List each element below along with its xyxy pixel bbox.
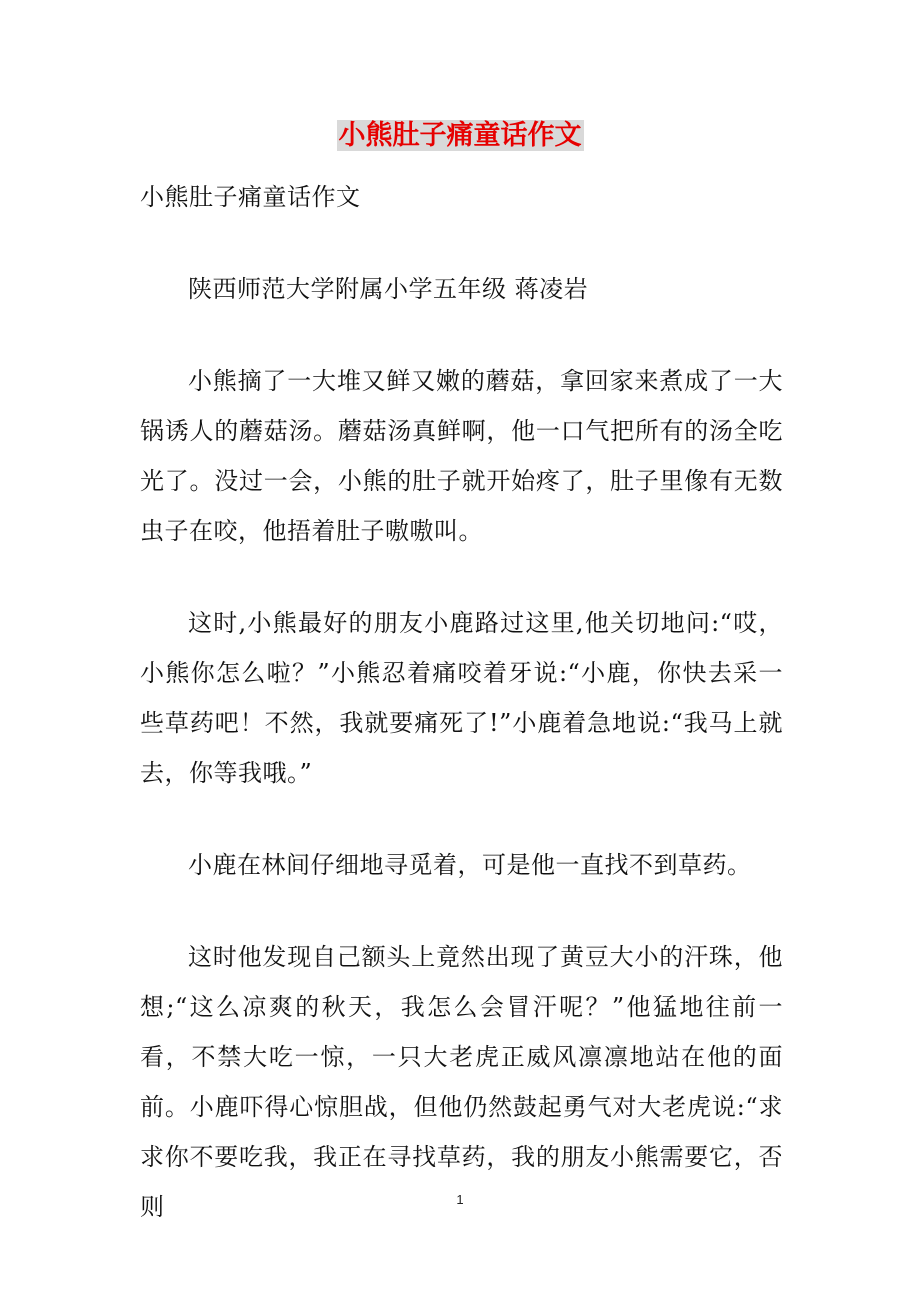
- document-body: [140, 172, 783, 1274]
- paragraph-3: 小鹿在林间仔细地寻觅着，可是他一直找不到草药。: [188, 851, 752, 879]
- document-subtitle: 小熊肚子痛童话作文: [140, 183, 361, 211]
- author-line: 陕西师范大学附属小学五年级 蒋凌岩: [188, 275, 589, 303]
- paragraph-1: 小熊摘了一大堆又鲜又嫩的蘑菇，拿回家来煮成了一大锅诱人的蘑菇汤。蘑菇汤真鲜啊，他一口气把所有的汤全吃光了。没过一会，小熊的肚子就开始疼了，肚子里像有无数虫子在咬，他捂着肚子嗷嗷叫。: [140, 367, 783, 545]
- paragraph-2: 这时,小熊最好的朋友小鹿路过这里,他关切地问:“哎，小熊你怎么啦？”小熊忍着痛咬着牙说:“小鹿，你快去采一些草药吧！不然，我就要痛死了!”小鹿着急地说:“我马上就去，你等我哦。”: [140, 609, 783, 787]
- paragraph-4: 这时他发现自己额头上竟然出现了黄豆大小的汗珠，他想;“这么凉爽的秋天，我怎么会冒汗呢？”他猛地往前一看，不禁大吃一惊，一只大老虎正威风凛凛地站在他的面前。小鹿吓得心惊胆战，但他仍然鼓起勇气对大老虎说:“求求你不要吃我，我正在寻找草药，我的朋友小熊需要它，否则: [140, 943, 783, 1221]
- document-title-text: 小熊肚子痛童话作文: [338, 120, 582, 151]
- page-number: 1: [456, 1192, 464, 1207]
- document-title: [0, 116, 920, 156]
